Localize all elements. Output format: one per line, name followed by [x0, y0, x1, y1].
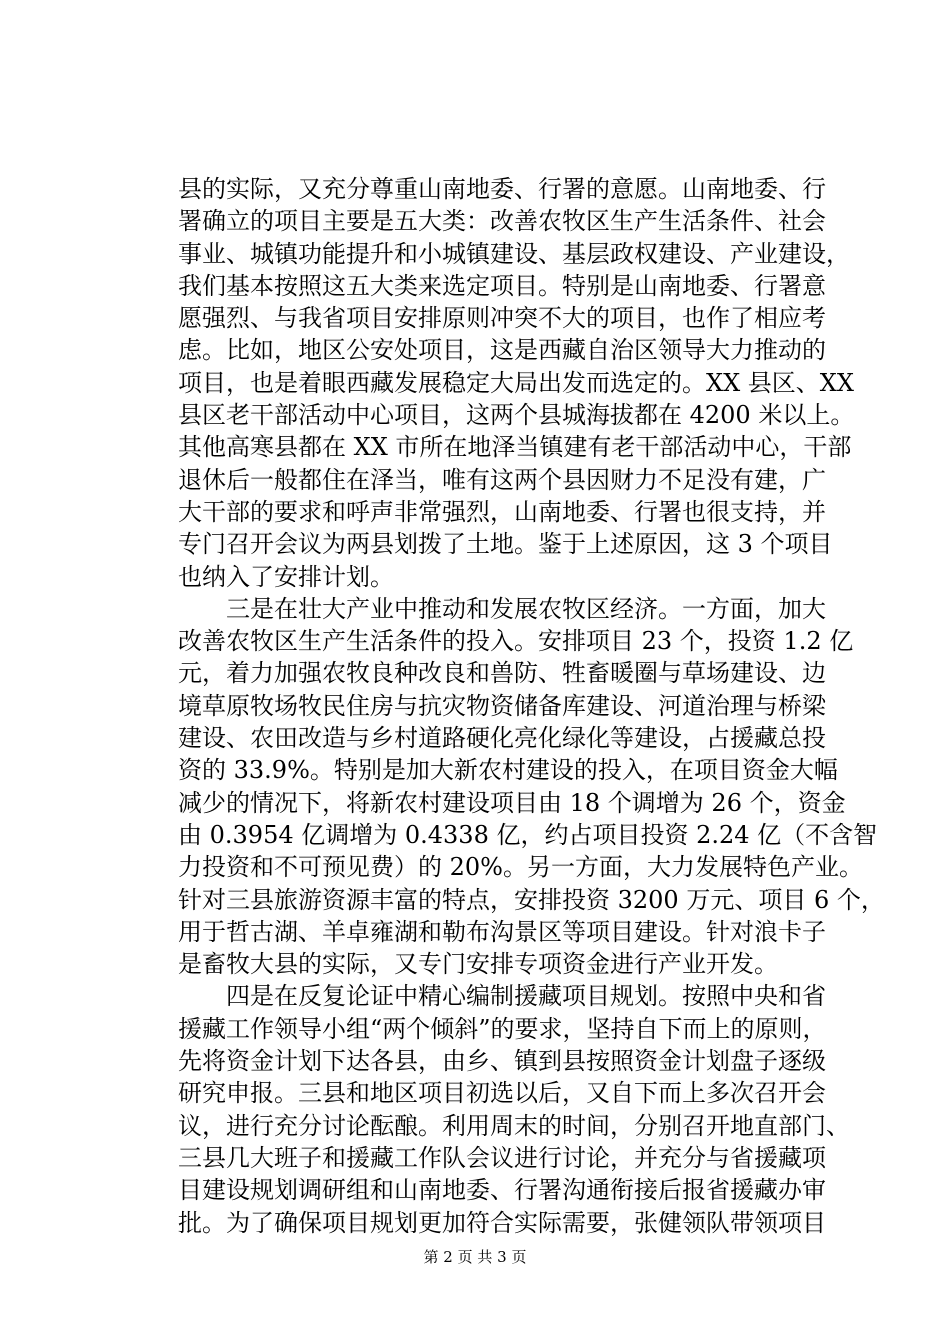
- paragraph-3: [178, 980, 850, 1238]
- text-line: 退休后一般都住在泽当，唯有这两个县因财力不足没有建，广: [178, 465, 826, 494]
- text-line: 研究申报。三县和地区项目初选以后，又自下而上多次召开会: [178, 1079, 826, 1108]
- text-line: 改善农牧区生产生活条件的投入。安排项目 23 个，投资 1.2 亿: [178, 627, 854, 656]
- text-line: 由 0.3954 亿调增为 0.4338 亿，约占项目投资 2.24 亿（不含智: [178, 820, 878, 849]
- page-footer: 第 2 页 共 3 页: [423, 1248, 527, 1266]
- text-line: 也纳入了安排计划。: [178, 562, 394, 591]
- text-line: 县区老干部活动中心项目，这两个县城海拔都在 4200 米以上。: [178, 401, 855, 430]
- text-line: 元，着力加强农牧良种改良和兽防、牲畜暖圈与草场建设、边: [178, 659, 826, 688]
- text-line: 项目，也是着眼西藏发展稳定大局出发而选定的。XX 县区、XX: [178, 368, 854, 397]
- text-line: 议，进行充分讨论酝酿。利用周末的时间，分别召开地直部门、: [178, 1111, 850, 1140]
- paragraph-1: [178, 173, 855, 593]
- text-line: 援藏工作领导小组“两个倾斜”的要求，坚持自下而上的原则，: [178, 1014, 827, 1043]
- text-line: 先将资金计划下达各县，由乡、镇到县按照资金计划盘子逐级: [178, 1047, 826, 1076]
- text-line: 力投资和不可预见费）的 20%。另一方面，大力发展特色产业。: [178, 853, 863, 882]
- text-line: 事业、城镇功能提升和小城镇建设、基层政权建设、产业建设，: [178, 239, 850, 268]
- text-line: 资的 33.9%。特别是加大新农村建设的投入，在项目资金大幅: [178, 756, 838, 785]
- text-line: 三县几大班子和援藏工作队会议进行讨论，并充分与省援藏项: [178, 1143, 826, 1172]
- paragraph-2: [178, 593, 885, 981]
- text-line: 虑。比如，地区公安处项目，这是西藏自治区领导大力推动的: [178, 336, 826, 365]
- text-line: 建设、农田改造与乡村道路硬化亮化绿化等建设，占援藏总投: [178, 724, 826, 753]
- text-line: 针对三县旅游资源丰富的特点，安排投资 3200 万元、项目 6 个，: [178, 885, 885, 914]
- text-line: 减少的情况下，将新农村建设项目由 18 个调增为 26 个，资金: [178, 788, 846, 817]
- text-line: 我们基本按照这五大类来选定项目。特别是山南地委、行署意: [178, 271, 826, 300]
- text-line: 其他高寒县都在 XX 市所在地泽当镇建有老干部活动中心，干部: [178, 433, 852, 462]
- document-body: [178, 173, 885, 1239]
- text-line: 目建设规划调研组和山南地委、行署沟通衔接后报省援藏办审: [178, 1176, 826, 1205]
- text-line: 县的实际，又充分尊重山南地委、行署的意愿。山南地委、行: [178, 175, 826, 203]
- text-line: 专门召开会议为两县划拨了土地。鉴于上述原因，这 3 个项目: [178, 530, 833, 559]
- text-line: 署确立的项目主要是五大类：改善农牧区生产生活条件、社会: [178, 207, 826, 236]
- text-line: 三是在壮大产业中推动和发展农牧区经济。一方面，加大: [178, 594, 826, 623]
- text-line: 用于哲古湖、羊卓雍湖和勒布沟景区等项目建设。针对浪卡子: [178, 917, 826, 946]
- text-line: 四是在反复论证中精心编制援藏项目规划。按照中央和省: [178, 982, 826, 1011]
- text-line: 愿强烈、与我省项目安排原则冲突不大的项目，也作了相应考: [178, 304, 826, 333]
- text-line: 境草原牧场牧民住房与抗灾物资储备库建设、河道治理与桥梁: [178, 691, 826, 720]
- text-line: 大干部的要求和呼声非常强烈，山南地委、行署也很支持，并: [178, 497, 826, 526]
- text-line: 批。为了确保项目规划更加符合实际需要，张健领队带领项目: [178, 1208, 826, 1237]
- text-line: 是畜牧大县的实际，又专门安排专项资金进行产业开发。: [178, 950, 778, 979]
